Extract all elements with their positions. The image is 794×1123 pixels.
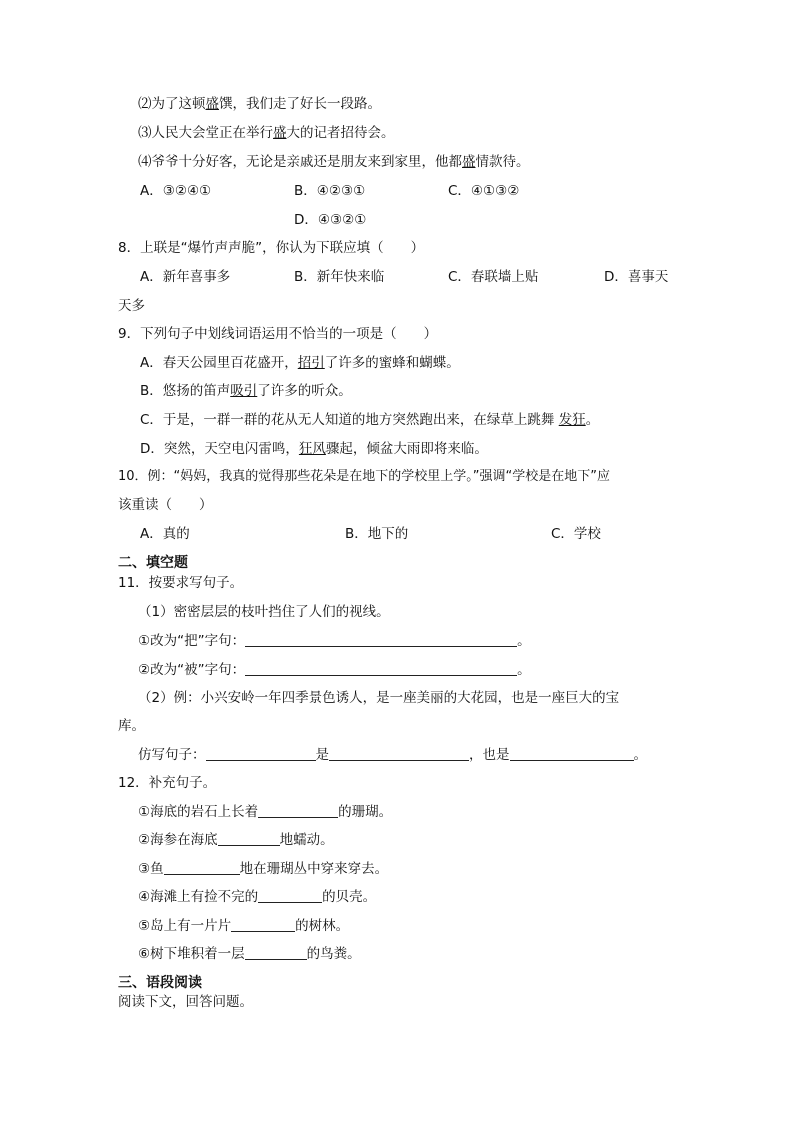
q8-option-d: D．喜事天 <box>604 269 669 285</box>
q11-rewrite-bei: ②改为“被”字句： 。 <box>138 662 531 678</box>
answer-blank[interactable] <box>218 831 280 846</box>
q12-item-2: ②海参在海底 地蠕动。 <box>138 832 334 848</box>
section-heading-fill-blanks: 二、填空题 <box>118 555 188 571</box>
q12-item-1: ①海底的岩石上长着 的珊瑚。 <box>138 804 393 820</box>
q11-stem: 11．按要求写句子。 <box>118 575 244 591</box>
answer-blank[interactable] <box>164 860 240 875</box>
q12-item-6: ⑥树下堆积着一层 的鸟粪。 <box>138 946 361 962</box>
q8-option-d-cont: 天多 <box>118 298 145 314</box>
answer-blank[interactable] <box>258 803 338 818</box>
q10-stem-cont: 该重读（ ） <box>118 497 213 513</box>
q9-option-b: B．悠扬的笛声吸引了许多的听众。 <box>140 383 352 399</box>
q7-sentence-2: ⑵为了这顿盛馔，我们走了好长一段路。 <box>138 96 381 112</box>
answer-blank[interactable] <box>245 661 517 676</box>
q12-stem: 12．补充句子。 <box>118 775 217 791</box>
q10-option-c: C．学校 <box>551 526 601 542</box>
answer-blank[interactable] <box>510 746 634 761</box>
q12-item-5: ⑤岛上有一片片 的树林。 <box>138 918 350 934</box>
answer-blank[interactable] <box>206 746 316 761</box>
q11-part-1: （1）密密层层的枝叶挡住了人们的视线。 <box>138 604 390 620</box>
q11-part-2-cont: 库。 <box>118 718 145 734</box>
q11-rewrite-ba: ①改为“把”字句： 。 <box>138 633 531 649</box>
answer-blank[interactable] <box>258 888 322 903</box>
reading-instruction: 阅读下文，回答问题。 <box>118 994 253 1010</box>
q9-option-a: A．春天公园里百花盛开，招引了许多的蜜蜂和蝴蝶。 <box>140 355 460 371</box>
q7-option-b: B．④②③① <box>294 183 366 199</box>
section-heading-reading: 三、语段阅读 <box>118 975 202 991</box>
q7-sentence-3: ⑶人民大会堂正在举行盛大的记者招待会。 <box>138 125 395 141</box>
q7-sentence-4: ⑷爷爷十分好客，无论是亲戚还是朋友来到家里，他都盛情款待。 <box>138 154 530 170</box>
q7-option-d: D．④③②① <box>294 212 367 228</box>
q7-option-c: C．④①③② <box>448 183 520 199</box>
q8-option-b: B．新年快来临 <box>294 269 385 285</box>
q10-stem: 10．例：“妈妈，我真的觉得那些花朵是在地下的学校里上学。”强调“学校是在地下”应 <box>118 469 610 484</box>
q12-item-3: ③鱼 地在珊瑚丛中穿来穿去。 <box>138 861 389 877</box>
q9-stem: 9．下列句子中划线词语运用不恰当的一项是（ ） <box>118 326 438 342</box>
answer-blank[interactable] <box>245 945 307 960</box>
q11-imitate: 仿写句子： 是 ，也是 。 <box>138 747 647 763</box>
q12-item-4: ④海滩上有捡不完的 的贝壳。 <box>138 889 377 905</box>
answer-blank[interactable] <box>245 632 517 647</box>
q11-part-2: （2）例：小兴安岭一年四季景色诱人，是一座美丽的大花园，也是一座巨大的宝 <box>138 690 620 706</box>
q8-option-c: C．春联墙上贴 <box>448 269 539 285</box>
q8-option-a: A．新年喜事多 <box>140 269 231 285</box>
answer-blank[interactable] <box>231 917 295 932</box>
q9-option-d: D．突然，天空电闪雷鸣，狂风骤起，倾盆大雨即将来临。 <box>140 441 488 457</box>
q10-option-b: B．地下的 <box>345 526 409 542</box>
q8-stem: 8．上联是“爆竹声声脆”，你认为下联应填（ ） <box>118 240 425 256</box>
answer-blank[interactable] <box>329 746 469 761</box>
q7-option-a: A．③②④① <box>140 183 212 199</box>
q9-option-c: C．于是，一群一群的花从无人知道的地方突然跑出来，在绿草上跳舞 发狂。 <box>140 412 600 428</box>
q10-option-a: A．真的 <box>140 526 190 542</box>
